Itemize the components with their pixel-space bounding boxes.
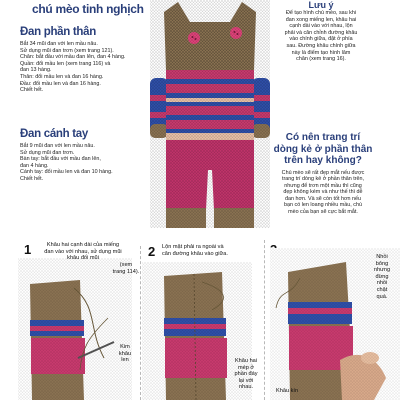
text-line: Thân: đổi mầu len và đan 16 hàng. [20, 73, 104, 80]
caption-line: lại với [238, 377, 254, 384]
step-1-photo [18, 258, 132, 400]
caption-line: khâu đối mũi [67, 255, 99, 262]
text-line: đan xong miếng len, khâu hai [285, 16, 357, 23]
note-title: Lưu ý [308, 0, 334, 10]
qa-title [258, 132, 388, 167]
text-line: Cánh tay: đổi mầu len và đan 10 hàng. [20, 169, 113, 176]
text-line: Quần: đổi mầu len (xem trang 116) và [20, 60, 111, 67]
caption-line: đừng [375, 273, 389, 280]
qa-title-line: trên hay không? [284, 155, 362, 166]
text-line: chân (xem trang 16). [296, 56, 346, 63]
caption-line: Kim [120, 344, 130, 350]
text-line: Để tạo hình chú mèo, sau khi [285, 10, 357, 16]
section-arms-text [20, 143, 170, 183]
text-line: mèo của bạn sẽ cực bắt mắt. [288, 209, 358, 216]
caption-line: căn đường khâu vào giữa. [162, 250, 228, 257]
text-line: Đầu: đổi mầu len và đan 16 hàng. [20, 80, 101, 87]
text-line: nhưng để trơn một mầu thì cũng [284, 182, 362, 189]
qa-text [258, 170, 388, 216]
caption-line: Khâu hai cạnh dài của miếng [46, 242, 120, 248]
text-line: Bắt 34 mũi đan với len mầu nâu. [20, 41, 98, 47]
note-text [262, 10, 380, 63]
step-number: 2 [148, 244, 156, 259]
note-box [262, 0, 380, 63]
section-title: Đan cánh tay [20, 128, 88, 140]
text-line: bạn có len loang nhiều mầu, chú [284, 202, 362, 209]
text-line: đẹp không kém và như thế thì dễ [283, 189, 363, 196]
text-line: Bàn tay: bắt đầu với mầu đan lên, [20, 156, 101, 163]
caption-line: mép ở [237, 364, 255, 371]
caption-line: Lộn mặt phải ra ngoài và [162, 244, 224, 250]
text-line: này là điểm tạo hình lâm [291, 49, 351, 56]
caption-line: nhau. [239, 384, 253, 391]
text-line: trang trí dòng kẻ ở phần thân trên, [281, 176, 365, 183]
qa-title-line: Có nên trang trí [285, 132, 361, 143]
text-line: Chiết hết. [20, 175, 44, 182]
caption-line: Khâu hai [234, 358, 258, 364]
step-1-caption-ref [112, 262, 140, 275]
text-line: đan 4 hàng. [20, 162, 49, 169]
step-3-side-label [366, 254, 398, 300]
text-line: cạnh dài vào với nhau, lộn [289, 23, 353, 30]
text-line: Chân: bắt đầu với mầu đan lên, đan 4 hàng. [20, 54, 126, 61]
step-number: 1 [24, 242, 32, 257]
text-line: đan hơn. Và sẽ còn tốt hơn nếu [284, 195, 361, 202]
text-line: Sử dụng mũi đan trơn (xem trang 121). [20, 47, 114, 54]
qa-title-line: dòng kẻ ở phần thân [273, 143, 373, 155]
caption-line: khâu [118, 350, 132, 357]
text-line: Chú mèo sẽ rất đẹp mắt nếu được [281, 169, 365, 176]
text-line: Chiết hết. [20, 87, 44, 94]
divider [264, 240, 265, 400]
text-line: phải và căn chỉnh đường khâu [284, 29, 358, 36]
step-2-caption [162, 244, 258, 257]
caption-line: bông [375, 260, 389, 267]
qa-box [258, 132, 388, 216]
text-line: Bắt 9 mũi đan với len mầu nâu. [20, 143, 95, 149]
page-title: chú mèo tinh nghịch [32, 2, 144, 16]
step-3-bottom-label [276, 388, 316, 395]
section-title: Đan phần thân [20, 26, 96, 38]
text-line: Sử dụng mũi đan trơn. [20, 149, 75, 156]
caption-line: trang 114). [112, 268, 140, 275]
caption-line: Khâu kín [276, 388, 299, 394]
caption-line: chặt [376, 286, 388, 293]
step-1-caption [44, 242, 122, 262]
caption-line: Nhồi [376, 254, 388, 260]
text-line: sau. Đường khâu chính giữa [286, 42, 356, 49]
divider [140, 246, 141, 400]
text-line: vào chính giữa, đặt ở phía [289, 36, 353, 43]
caption-line: nhưng [373, 267, 391, 274]
section-knit-body [20, 26, 170, 94]
needle-label [110, 344, 140, 364]
knitted-cat-image [150, 0, 270, 228]
caption-line: nhồi [376, 280, 388, 287]
caption-line: (xem [119, 262, 133, 268]
caption-line: quá. [376, 293, 388, 300]
text-line: đan 13 hàng. [20, 67, 52, 74]
step-2-bottom-label [228, 358, 264, 391]
caption-line: len [121, 357, 129, 364]
section-body-text [20, 41, 170, 94]
caption-line: phần đáy [234, 371, 258, 378]
caption-line: đan vào với nhau, sử dụng mũi [44, 248, 122, 255]
section-knit-arms [20, 128, 170, 183]
